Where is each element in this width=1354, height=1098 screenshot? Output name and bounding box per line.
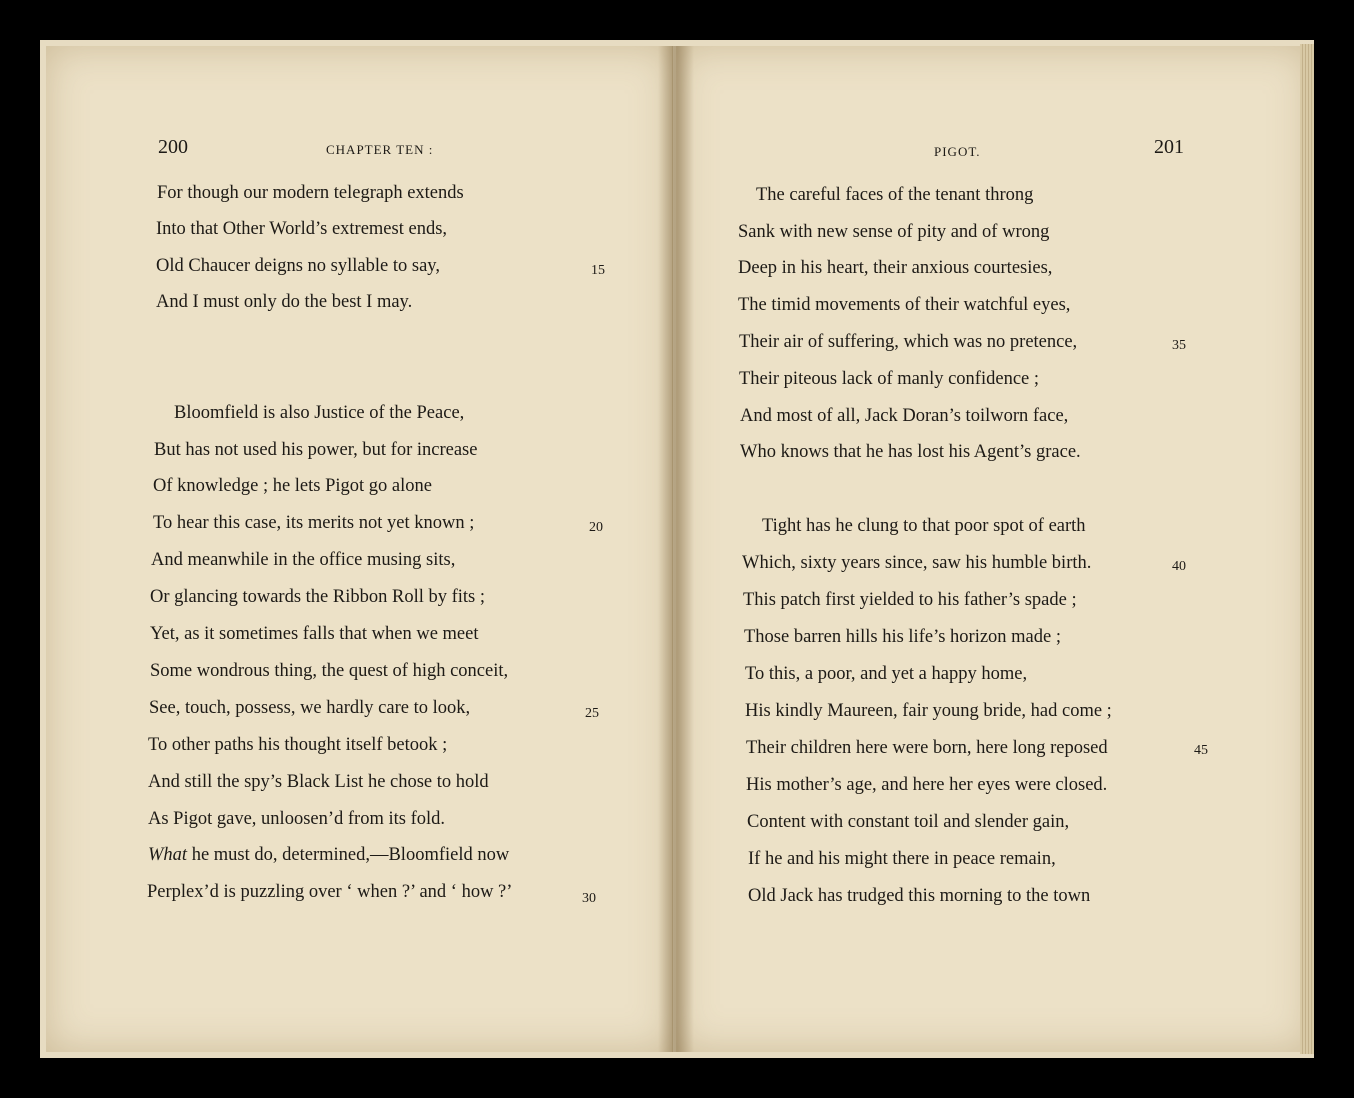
- line-number: 30: [582, 891, 596, 906]
- verse-line: Into that Other World’s extremest ends,: [156, 219, 448, 239]
- verse-line: Content with constant toil and slender gain,: [747, 812, 1070, 832]
- verse-line: Sank with new sense of pity and of wrong: [738, 222, 1050, 242]
- verse-line: Who knows that he has lost his Agent’s grace.: [740, 442, 1081, 462]
- italic-word: What: [148, 845, 188, 865]
- verse-line: And still the spy’s Black List he chose to hold: [148, 772, 489, 792]
- verse-line: Old Chaucer deigns no syllable to say,: [156, 256, 440, 276]
- verse-line: If he and his might there in peace remain,: [748, 849, 1056, 869]
- verse-line: And meanwhile in the office musing sits,: [151, 550, 456, 570]
- verse-line: Yet, as it sometimes falls that when we meet: [150, 624, 479, 644]
- verse-line: The timid movements of their watchful eyes,: [738, 295, 1071, 315]
- line-number: 20: [589, 520, 603, 535]
- verse-line: Their air of suffering, which was no pretence,: [739, 332, 1078, 352]
- verse-line: Tight has he clung to that poor spot of earth: [762, 516, 1086, 536]
- line-number: 25: [585, 706, 599, 721]
- verse-line: To other paths his thought itself betook ;: [148, 735, 448, 755]
- verse-line: [148, 845, 509, 866]
- verse-line: Old Jack has trudged this morning to the town: [748, 886, 1091, 906]
- verse-line: Those barren hills his life’s horizon made ;: [744, 627, 1061, 647]
- open-book: [40, 40, 1314, 1058]
- running-head: PIGOT.: [934, 144, 981, 159]
- book-gutter: [658, 46, 694, 1052]
- verse-line: His kindly Maureen, fair young bride, had come ;: [745, 701, 1112, 721]
- verse-line: See, touch, possess, we hardly care to look,: [149, 698, 471, 718]
- verse-line: Some wondrous thing, the quest of high conceit,: [150, 661, 509, 681]
- page-edges: [1300, 44, 1314, 1054]
- left-page: [46, 46, 673, 1052]
- line-number: 45: [1194, 743, 1208, 758]
- verse-line: Perplex’d is puzzling over ‘ when ?’ and ‘ how ?’: [147, 882, 513, 902]
- running-head: CHAPTER TEN :: [326, 142, 434, 157]
- verse-line: Bloomfield is also Justice of the Peace,: [174, 403, 465, 423]
- verse-line: Of knowledge ; he lets Pigot go alone: [153, 476, 432, 496]
- verse-line: To hear this case, its merits not yet known ;: [153, 513, 475, 533]
- verse-line: And I must only do the best I may.: [156, 292, 413, 312]
- line-number: 40: [1172, 559, 1186, 574]
- line-number: 35: [1172, 338, 1186, 353]
- verse-line: As Pigot gave, unloosen’d from its fold.: [148, 809, 446, 829]
- verse-line: Which, sixty years since, saw his humble birth.: [742, 553, 1092, 573]
- verse-line: Or glancing towards the Ribbon Roll by fits ;: [150, 587, 486, 607]
- verse-line: Deep in his heart, their anxious courtesies,: [738, 258, 1053, 278]
- verse-line: This patch first yielded to his father’s spade ;: [743, 590, 1077, 610]
- right-page: [676, 46, 1310, 1052]
- line-number: 15: [591, 263, 605, 278]
- verse-line-text: he must do, determined,—Bloomfield now: [191, 845, 510, 865]
- verse-line: And most of all, Jack Doran’s toilworn face,: [740, 406, 1069, 426]
- verse-line: To this, a poor, and yet a happy home,: [745, 664, 1028, 684]
- page-number: 201: [1154, 136, 1184, 158]
- verse-line: Their piteous lack of manly confidence ;: [739, 369, 1040, 389]
- page-number: 200: [158, 136, 188, 158]
- verse-line: The careful faces of the tenant throng: [756, 185, 1034, 205]
- verse-line: Their children here were born, here long reposed: [746, 738, 1108, 758]
- verse-line: But has not used his power, but for increase: [154, 440, 478, 460]
- verse-line: His mother’s age, and here her eyes were closed.: [746, 775, 1108, 795]
- verse-line: For though our modern telegraph extends: [157, 183, 464, 203]
